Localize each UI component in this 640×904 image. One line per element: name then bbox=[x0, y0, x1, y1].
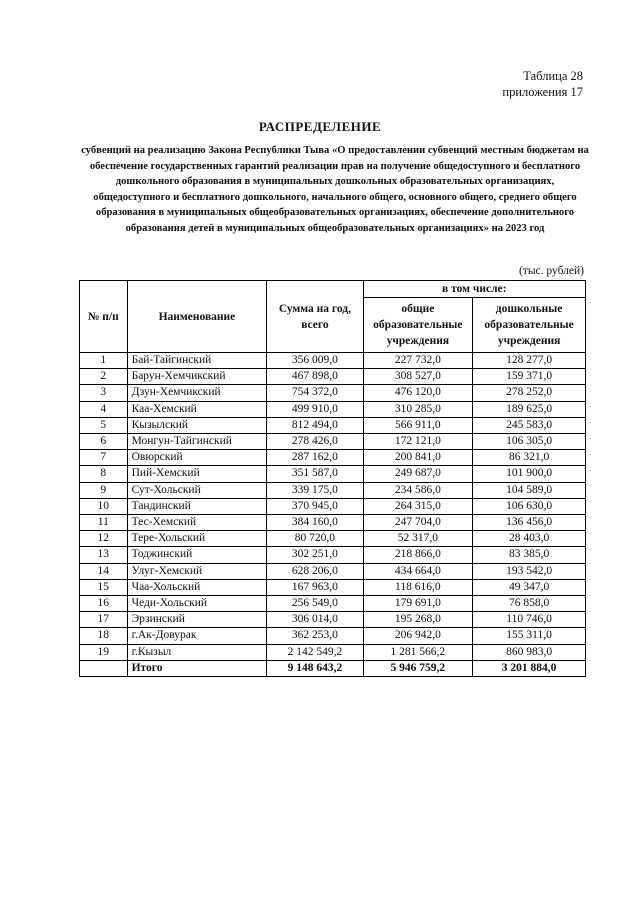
total-cell-preschool: 3 201 884,0 bbox=[473, 660, 586, 676]
cell-num: 5 bbox=[80, 417, 128, 433]
cell-total: 339 175,0 bbox=[267, 482, 363, 498]
total-cell-num bbox=[80, 660, 128, 676]
cell-name: Дзун-Хемчикский bbox=[127, 385, 267, 401]
cell-num: 6 bbox=[80, 434, 128, 450]
table-row bbox=[80, 644, 586, 660]
cell-general: 172 121,0 bbox=[363, 434, 473, 450]
cell-general: 264 315,0 bbox=[363, 498, 473, 514]
cell-num: 11 bbox=[80, 515, 128, 531]
cell-name: Улуг-Хемский bbox=[127, 563, 267, 579]
cell-general: 218 866,0 bbox=[363, 547, 473, 563]
column-header-name: Наименование bbox=[127, 281, 267, 353]
table-row bbox=[80, 482, 586, 498]
cell-num: 4 bbox=[80, 401, 128, 417]
cell-num: 1 bbox=[80, 353, 128, 369]
cell-preschool: 83 385,0 bbox=[473, 547, 586, 563]
cell-name: г.Кызыл bbox=[127, 644, 267, 660]
cell-preschool: 189 625,0 bbox=[473, 401, 586, 417]
total-cell-name: Итого bbox=[127, 660, 267, 676]
table-row bbox=[80, 417, 586, 433]
cell-num: 8 bbox=[80, 466, 128, 482]
cell-name: Чеди-Хольский bbox=[127, 596, 267, 612]
column-header-num: № п/п bbox=[80, 281, 128, 353]
table-row bbox=[80, 563, 586, 579]
cell-total: 287 162,0 bbox=[267, 450, 363, 466]
cell-preschool: 76 858,0 bbox=[473, 596, 586, 612]
cell-name: Сут-Хольский bbox=[127, 482, 267, 498]
cell-preschool: 101 900,0 bbox=[473, 466, 586, 482]
cell-general: 195 268,0 bbox=[363, 612, 473, 628]
cell-num: 2 bbox=[80, 369, 128, 385]
table-reference bbox=[502, 68, 583, 100]
table-row bbox=[80, 434, 586, 450]
cell-general: 308 527,0 bbox=[363, 369, 473, 385]
cell-preschool: 860 983,0 bbox=[473, 644, 586, 660]
cell-general: 476 120,0 bbox=[363, 385, 473, 401]
cell-num: 3 bbox=[80, 385, 128, 401]
cell-total: 754 372,0 bbox=[267, 385, 363, 401]
column-header-preschool: дошкольные образовательные учреждения bbox=[473, 298, 586, 353]
total-row bbox=[80, 660, 586, 676]
cell-total: 370 945,0 bbox=[267, 498, 363, 514]
cell-num: 10 bbox=[80, 498, 128, 514]
cell-name: Пий-Хемский bbox=[127, 466, 267, 482]
cell-preschool: 28 403,0 bbox=[473, 531, 586, 547]
cell-total: 356 009,0 bbox=[267, 353, 363, 369]
cell-num: 14 bbox=[80, 563, 128, 579]
cell-preschool: 159 371,0 bbox=[473, 369, 586, 385]
cell-general: 249 687,0 bbox=[363, 466, 473, 482]
cell-name: Эрзинский bbox=[127, 612, 267, 628]
cell-general: 247 704,0 bbox=[363, 515, 473, 531]
cell-num: 17 bbox=[80, 612, 128, 628]
document-subtitle: субвенций на реализацию Закона Республики Тыва «О предоставлении субвенций местным бюджетам на обеспечение государственных гарантий реализации прав на получение общедоступного и бесплатного дошкольного образования в муниципальных дошкольных образовательных организациях, общедоступного и бесплатного дошкольного, начального общего, основного общего, среднего общего образования в муниципальных общеобразовательных организациях, обеспечение дополнительного образования детей в муниципальных общеобразовательных организациях» на 2023 год bbox=[81, 145, 589, 234]
table-row bbox=[80, 596, 586, 612]
cell-general: 310 285,0 bbox=[363, 401, 473, 417]
cell-total: 628 206,0 bbox=[267, 563, 363, 579]
cell-num: 15 bbox=[80, 579, 128, 595]
cell-preschool: 106 630,0 bbox=[473, 498, 586, 514]
cell-num: 7 bbox=[80, 450, 128, 466]
cell-num: 9 bbox=[80, 482, 128, 498]
table-row bbox=[80, 353, 586, 369]
cell-preschool: 128 277,0 bbox=[473, 353, 586, 369]
cell-total: 306 014,0 bbox=[267, 612, 363, 628]
table-row bbox=[80, 385, 586, 401]
cell-total: 384 160,0 bbox=[267, 515, 363, 531]
table-row bbox=[80, 401, 586, 417]
distribution-table bbox=[79, 280, 586, 677]
cell-name: Барун-Хемчикский bbox=[127, 369, 267, 385]
cell-total: 351 587,0 bbox=[267, 466, 363, 482]
cell-preschool: 106 305,0 bbox=[473, 434, 586, 450]
cell-general: 179 691,0 bbox=[363, 596, 473, 612]
cell-general: 227 732,0 bbox=[363, 353, 473, 369]
cell-num: 18 bbox=[80, 628, 128, 644]
cell-general: 118 616,0 bbox=[363, 579, 473, 595]
table-row bbox=[80, 498, 586, 514]
cell-name: Кызылский bbox=[127, 417, 267, 433]
cell-preschool: 278 252,0 bbox=[473, 385, 586, 401]
cell-total: 362 253,0 bbox=[267, 628, 363, 644]
table-header-row bbox=[80, 281, 586, 298]
cell-name: Овюрский bbox=[127, 450, 267, 466]
table-row bbox=[80, 547, 586, 563]
cell-preschool: 136 456,0 bbox=[473, 515, 586, 531]
cell-name: г.Ак-Довурак bbox=[127, 628, 267, 644]
cell-preschool: 104 589,0 bbox=[473, 482, 586, 498]
cell-preschool: 49 347,0 bbox=[473, 579, 586, 595]
table-row bbox=[80, 628, 586, 644]
cell-general: 234 586,0 bbox=[363, 482, 473, 498]
cell-total: 167 963,0 bbox=[267, 579, 363, 595]
table-row bbox=[80, 515, 586, 531]
cell-preschool: 155 311,0 bbox=[473, 628, 586, 644]
cell-total: 256 549,0 bbox=[267, 596, 363, 612]
cell-general: 206 942,0 bbox=[363, 628, 473, 644]
cell-general: 200 841,0 bbox=[363, 450, 473, 466]
cell-preschool: 193 542,0 bbox=[473, 563, 586, 579]
cell-name: Каа-Хемский bbox=[127, 401, 267, 417]
cell-total: 467 898,0 bbox=[267, 369, 363, 385]
cell-total: 278 426,0 bbox=[267, 434, 363, 450]
table-row bbox=[80, 466, 586, 482]
cell-total: 80 720,0 bbox=[267, 531, 363, 547]
total-cell-total: 9 148 643,2 bbox=[267, 660, 363, 676]
cell-name: Тандинский bbox=[127, 498, 267, 514]
cell-general: 52 317,0 bbox=[363, 531, 473, 547]
table-row bbox=[80, 531, 586, 547]
cell-general: 566 911,0 bbox=[363, 417, 473, 433]
cell-general: 434 664,0 bbox=[363, 563, 473, 579]
column-header-including: в том числе: bbox=[363, 281, 586, 298]
cell-total: 812 494,0 bbox=[267, 417, 363, 433]
total-cell-general: 5 946 759,2 bbox=[363, 660, 473, 676]
cell-name: Чаа-Хольский bbox=[127, 579, 267, 595]
cell-total: 2 142 549,2 bbox=[267, 644, 363, 660]
cell-name: Бай-Тайгинский bbox=[127, 353, 267, 369]
column-header-total: Сумма на год, всего bbox=[267, 281, 363, 353]
cell-num: 12 bbox=[80, 531, 128, 547]
table-row bbox=[80, 369, 586, 385]
cell-name: Тоджинский bbox=[127, 547, 267, 563]
cell-preschool: 110 746,0 bbox=[473, 612, 586, 628]
cell-name: Монгун-Тайгинский bbox=[127, 434, 267, 450]
column-header-general: общие образовательные учреждения bbox=[363, 298, 473, 353]
table-row bbox=[80, 612, 586, 628]
cell-num: 19 bbox=[80, 644, 128, 660]
cell-total: 499 910,0 bbox=[267, 401, 363, 417]
table-row bbox=[80, 579, 586, 595]
cell-preschool: 86 321,0 bbox=[473, 450, 586, 466]
cell-total: 302 251,0 bbox=[267, 547, 363, 563]
cell-num: 13 bbox=[80, 547, 128, 563]
cell-general: 1 281 566,2 bbox=[363, 644, 473, 660]
appendix-label: приложения 17 bbox=[502, 85, 583, 99]
cell-num: 16 bbox=[80, 596, 128, 612]
document-title: РАСПРЕДЕЛЕНИЕ bbox=[258, 119, 382, 134]
cell-name: Тес-Хемский bbox=[127, 515, 267, 531]
table-number-label: Таблица 28 bbox=[523, 69, 583, 83]
units-label: (тыс. рублей) bbox=[518, 265, 584, 277]
table-row bbox=[80, 450, 586, 466]
cell-preschool: 245 583,0 bbox=[473, 417, 586, 433]
cell-name: Тере-Хольский bbox=[127, 531, 267, 547]
